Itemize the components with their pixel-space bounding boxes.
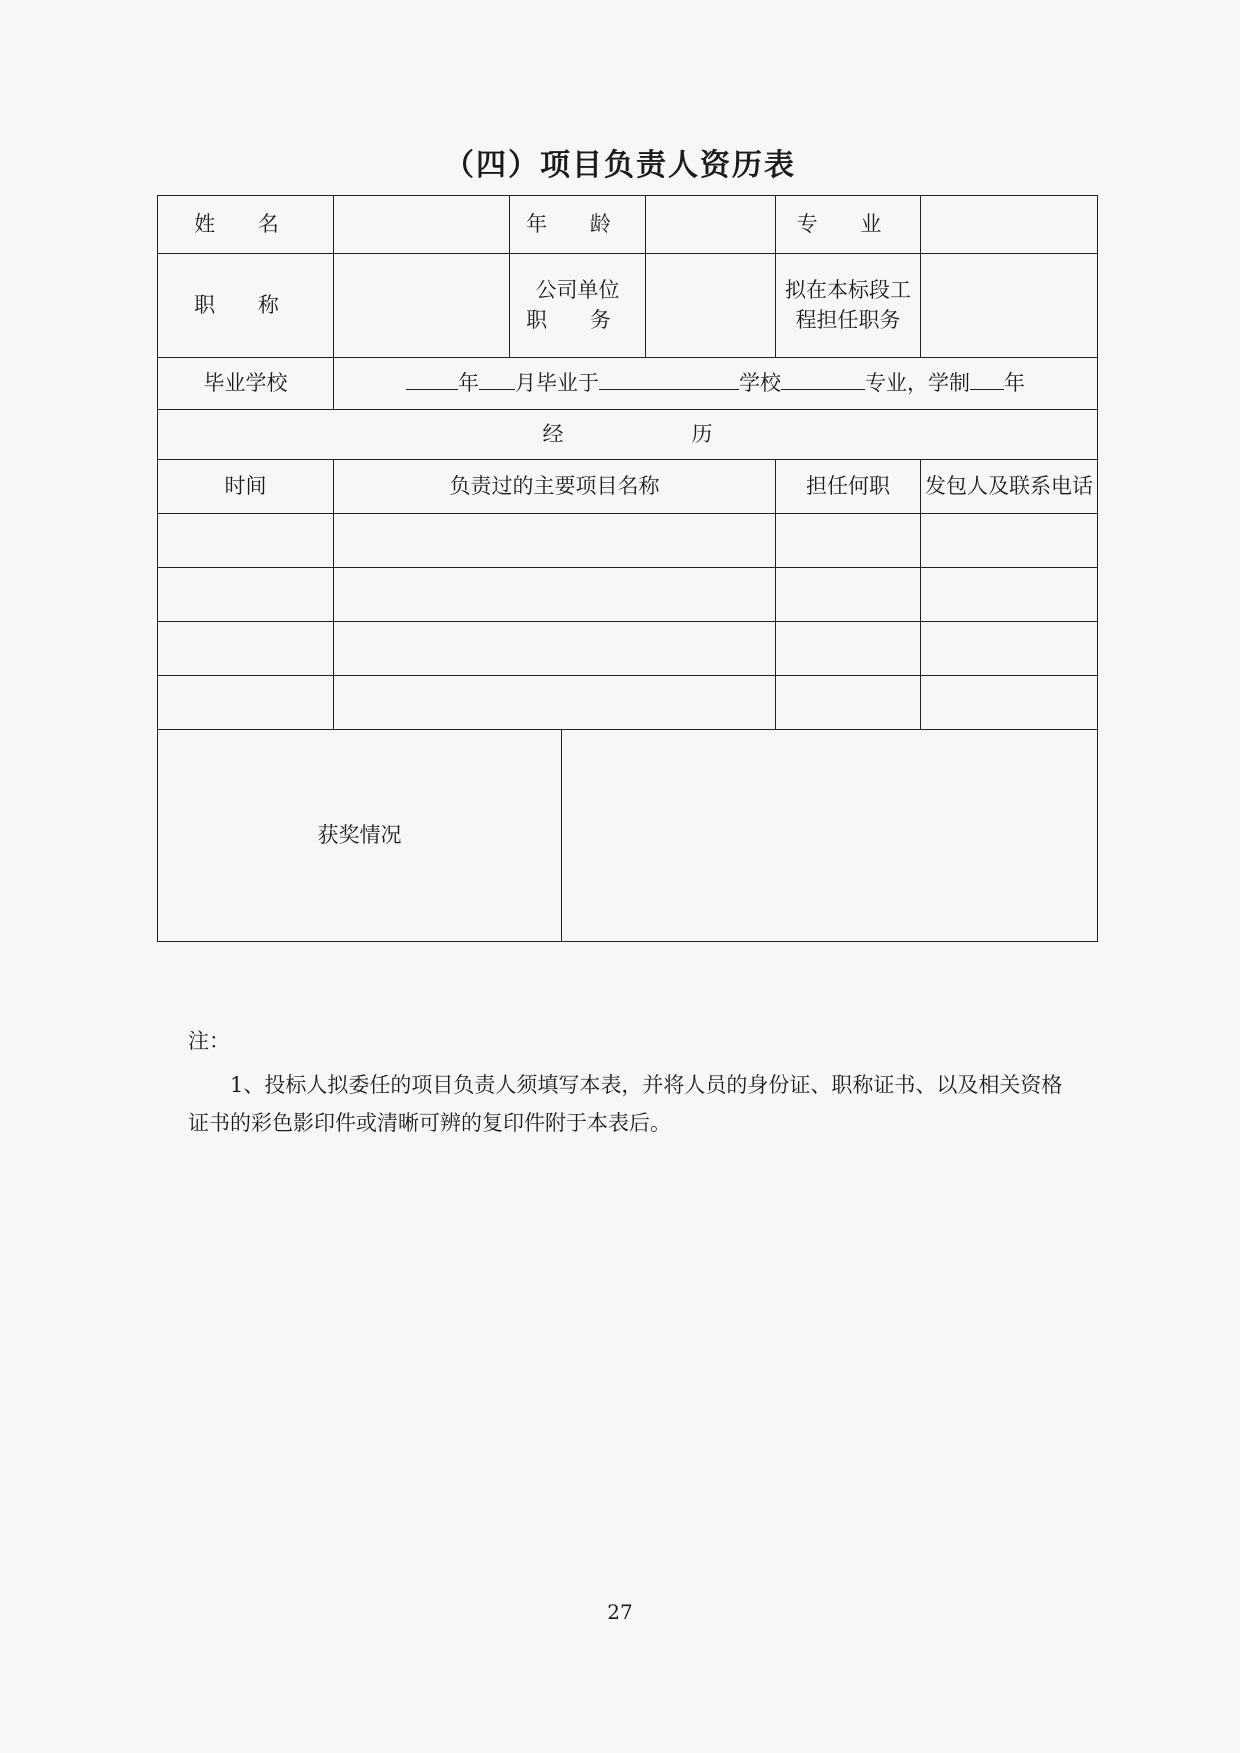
exp-project-cell[interactable]: [334, 622, 776, 676]
resume-form-table: [157, 195, 1098, 942]
year-end-text: 年: [1004, 370, 1025, 395]
exp-time-cell[interactable]: [158, 676, 334, 730]
month-graduated-text: 月毕业于: [515, 370, 599, 395]
exp-role-cell[interactable]: [776, 622, 921, 676]
year-text: 年: [458, 370, 479, 395]
proposed-role-label: [776, 254, 921, 358]
proposed-role-field[interactable]: [921, 254, 1098, 358]
experience-row: [158, 676, 1098, 730]
major-field[interactable]: [921, 196, 1098, 254]
company-position-field[interactable]: [646, 254, 776, 358]
awards-row: [158, 730, 1098, 942]
experience-title-row: [158, 410, 1098, 460]
proposed-role-line1: 拟在本标段工: [785, 278, 911, 303]
exp-role-cell[interactable]: [776, 676, 921, 730]
proposed-role-line2: 程担任职务: [795, 307, 901, 332]
awards-label: 获奖情况: [158, 730, 562, 942]
form-row-title: [158, 254, 1098, 358]
experience-row: [158, 622, 1098, 676]
blank-school-name[interactable]: [599, 369, 739, 390]
exp-time-cell[interactable]: [158, 622, 334, 676]
company-position-line1: 公司单位: [535, 278, 620, 303]
page-number: 27: [607, 1600, 633, 1624]
school-text: 学校: [739, 370, 781, 395]
experience-row: [158, 568, 1098, 622]
experience-char-2: 历: [691, 421, 713, 446]
exp-contact-cell[interactable]: [921, 568, 1098, 622]
major-label: 专 业: [776, 196, 921, 254]
form-row-basic: [158, 196, 1098, 254]
exp-project-cell[interactable]: [334, 568, 776, 622]
company-position-label: [510, 254, 646, 358]
awards-field[interactable]: [562, 730, 1098, 942]
exp-contact-cell[interactable]: [921, 514, 1098, 568]
exp-contact-cell[interactable]: [921, 676, 1098, 730]
company-position-line2: 职 务: [526, 307, 629, 332]
header-employer-contact: 发包人及联系电话: [921, 460, 1098, 514]
header-role: 担任何职: [776, 460, 921, 514]
header-time: 时间: [158, 460, 334, 514]
page-title: （四）项目负责人资历表: [444, 148, 796, 183]
experience-char-1: 经: [542, 421, 564, 446]
exp-project-cell[interactable]: [334, 514, 776, 568]
experience-title: [158, 410, 1098, 460]
blank-major[interactable]: [781, 369, 865, 390]
notes-label: 注：: [188, 1029, 230, 1053]
exp-contact-cell[interactable]: [921, 622, 1098, 676]
title-field[interactable]: [334, 254, 510, 358]
blank-study-years[interactable]: [970, 369, 1004, 390]
note-item-1: 1、投标人拟委任的项目负责人须填写本表，并将人员的身份证、职称证书、以及相关资格证书的彩色影印件或清晰可辨的复印件附于本表后。: [188, 1073, 1063, 1135]
experience-header-row: [158, 460, 1098, 514]
form-row-school: [158, 358, 1098, 410]
graduation-line[interactable]: [334, 358, 1098, 410]
name-label: 姓 名: [158, 196, 334, 254]
exp-time-cell[interactable]: [158, 568, 334, 622]
blank-grad-month[interactable]: [479, 369, 515, 390]
name-field[interactable]: [334, 196, 510, 254]
notes-section: [188, 1022, 1068, 1142]
age-label: 年 龄: [510, 196, 646, 254]
exp-role-cell[interactable]: [776, 514, 921, 568]
exp-role-cell[interactable]: [776, 568, 921, 622]
title-label: 职 称: [158, 254, 334, 358]
experience-row: [158, 514, 1098, 568]
age-field[interactable]: [646, 196, 776, 254]
blank-grad-year[interactable]: [406, 369, 458, 390]
major-study-text: 专业，学制: [865, 370, 970, 395]
school-label: 毕业学校: [158, 358, 334, 410]
exp-time-cell[interactable]: [158, 514, 334, 568]
exp-project-cell[interactable]: [334, 676, 776, 730]
header-project-name: 负责过的主要项目名称: [334, 460, 776, 514]
